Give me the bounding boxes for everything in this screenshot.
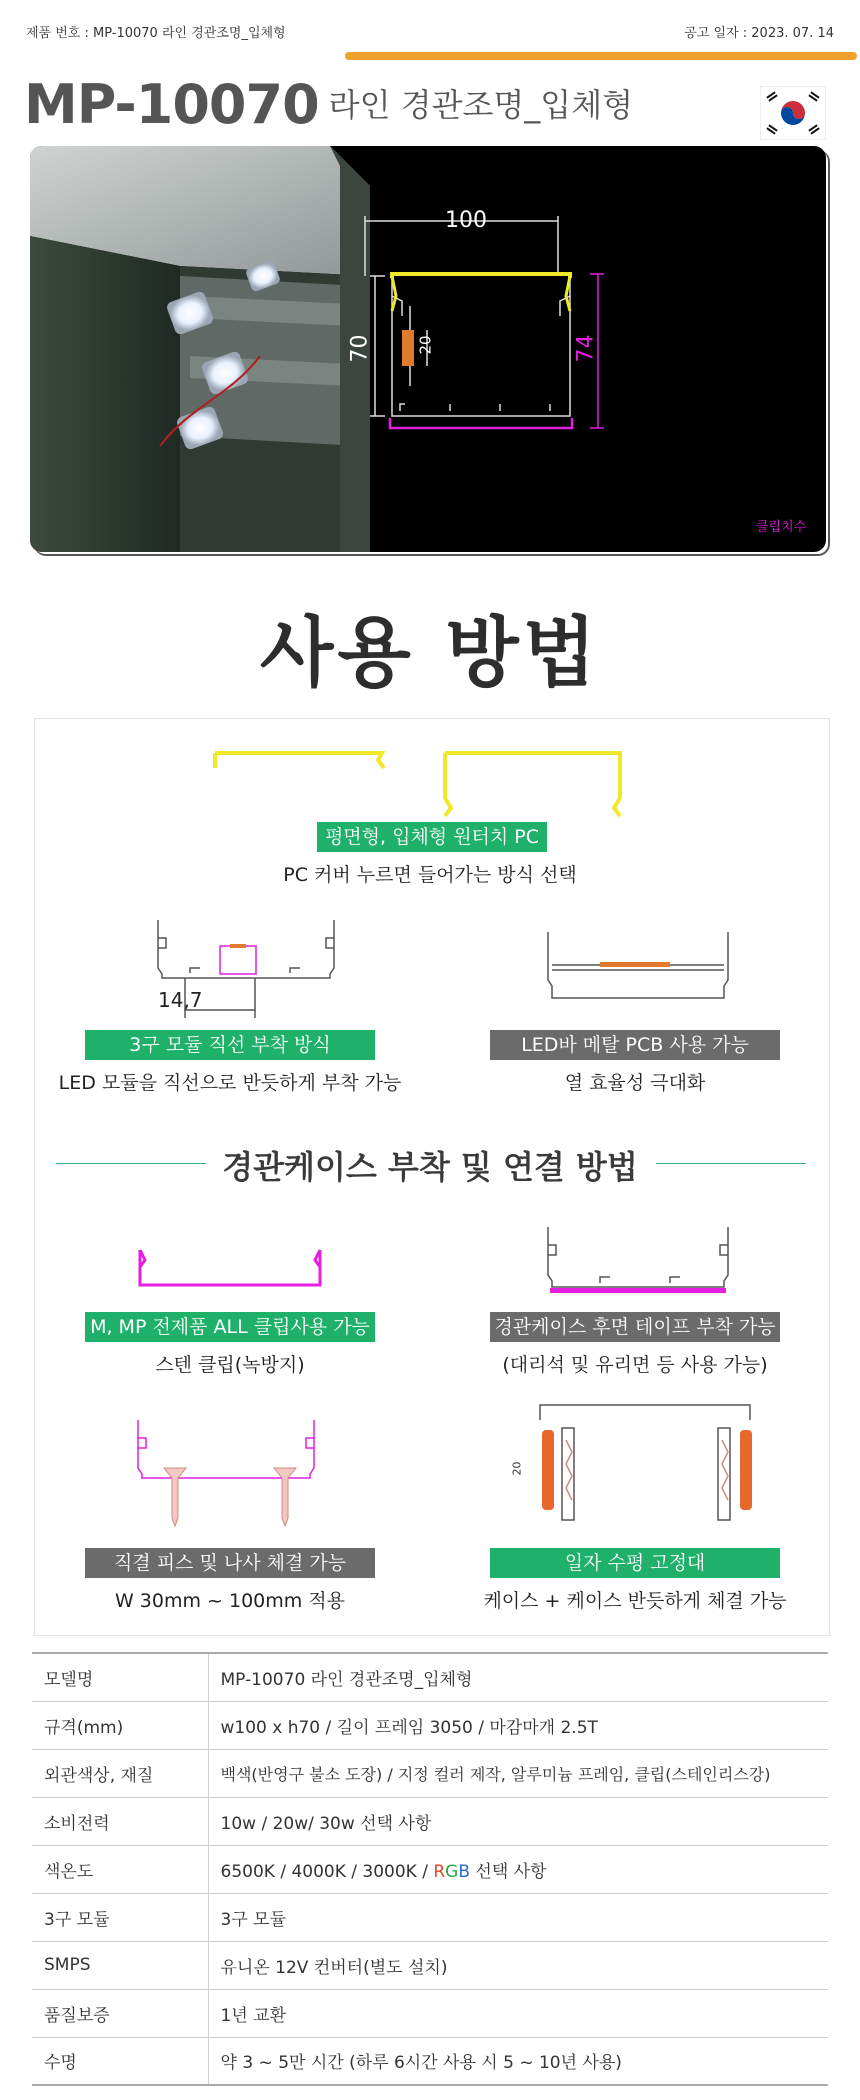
module-dimension: 20 [416,335,435,355]
metal-pcb-pill: LED바 메탈 PCB 사용 가능 [490,1030,780,1060]
usage-title: 사용 방법 [259,608,601,697]
module-attach-pill: 3구 모듈 직선 부착 방식 [85,1030,375,1060]
notice-date: 공고 일자 : 2023. 07. 14 [684,26,834,41]
tape-caption: (대리석 및 유리면 등 사용 가능) [502,1354,768,1376]
table-row: 소비전력 10w / 20w/ 30w 선택 사항 [32,1797,828,1845]
tape-attach-drawing [540,1225,740,1297]
pc-cover-drawing [210,748,630,818]
tape-pill: 경관케이스 후면 테이프 부착 가능 [490,1312,780,1342]
metal-pcb-caption: 열 효율성 극대화 [564,1072,706,1094]
table-row: 모델명 MP-10070 라인 경관조명_입체형 [32,1653,828,1701]
accent-bar [345,52,857,60]
attach-section-header [0,1138,860,1188]
module-width-dimension: 14,7 [158,988,203,1012]
model-number: MP-10070 [24,73,319,136]
stainless-clip-drawing [135,1245,335,1293]
pc-cover-pill: 평면형, 입체형 원터치 PC [317,822,547,852]
pc-cover-caption: PC 커버 누르면 들어가는 방식 선택 [283,864,577,886]
page-title [24,72,784,138]
joiner-dimension: 20 [510,1461,524,1476]
product-number: 제품 번호 : MP-10070 라인 경관조명_입체형 [26,26,286,41]
pcb-profile-drawing [540,930,740,1010]
table-row: 규격(mm) w100 x h70 / 길이 프레임 3050 / 마감마개 2.5T [32,1701,828,1749]
clip-height-dimension: 74 [573,334,599,363]
horizontal-joiner-drawing [510,1400,770,1540]
table-row: 외관색상, 재질 백색(반영구 불소 도장) / 지정 컬러 제작, 알루미늄 프레임, 클립(스테인리스강) [32,1749,828,1797]
table-row: 3구 모듈 3구 모듈 [32,1893,828,1941]
joiner-caption: 케이스 + 케이스 반듯하게 체결 가능 [483,1590,787,1612]
product-name: 라인 경관조명_입체형 [328,86,634,124]
clip-pill: M, MP 전제품 ALL 클립사용 가능 [85,1312,375,1342]
screw-attach-drawing [130,1418,330,1528]
height-dimension: 70 [347,334,373,363]
korea-flag-icon [760,86,826,140]
screw-caption: W 30mm ~ 100mm 적용 [114,1590,346,1612]
top-bar [0,0,860,60]
table-row: 품질보증 1년 교환 [32,1989,828,2037]
module-attach-caption: LED 모듈을 직선으로 반듯하게 부착 가능 [58,1072,402,1094]
joiner-pill: 일자 수평 고정대 [490,1548,780,1578]
table-row: 색온도 6500K / 4000K / 3000K / RGB 선택 사항 [32,1845,828,1893]
clip-caption: 스텐 클립(녹방지) [155,1354,305,1376]
table-row: SMPS 유니온 12V 컨버터(별도 설치) [32,1941,828,1989]
table-row: 수명 약 3 ~ 5만 시간 (하루 6시간 사용 시 5 ~ 10년 사용) [32,2037,828,2085]
screw-pill: 직결 피스 및 나사 체결 가능 [85,1548,375,1578]
attach-section-title: 경관케이스 부착 및 연결 방법 [222,1148,638,1186]
clip-note: 클립치수 [756,520,807,535]
product-hero-image [30,146,826,552]
width-dimension: 100 [445,208,487,233]
spec-table [32,1652,828,2086]
